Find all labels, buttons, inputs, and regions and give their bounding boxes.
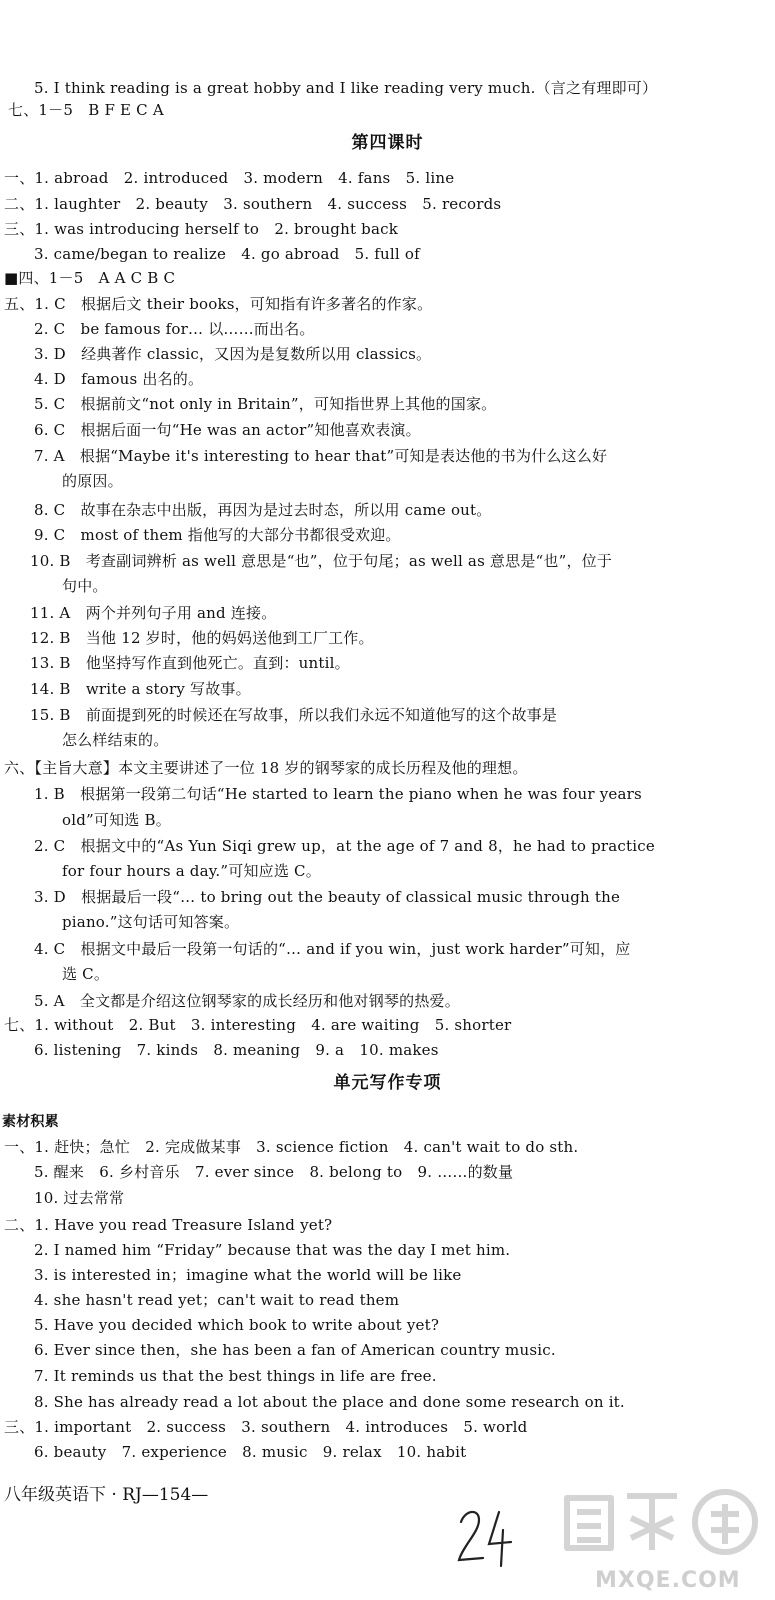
answer-line: 三、1. was introducing herself to 2. brought back (4, 220, 399, 238)
answer-line: 4. C 根据文中最后一段第一句话的“… and if you win，just work harder”可知，应 (34, 940, 631, 958)
answer-line: piano.”这句话可知答案。 (62, 913, 240, 931)
answer-line: 句中。 (62, 577, 108, 595)
answer-line: 8. She has already read a lot about the place and done some research on it. (34, 1393, 625, 1411)
answer-line: 12. B 当他 12 岁时，他的妈妈送他到工厂工作。 (30, 629, 374, 647)
answer-line: 3. came/began to realize 4. go abroad 5. full of (34, 245, 420, 263)
answer-line: 2. C be famous for… 以……而出名。 (34, 320, 315, 338)
answer-line: 6. listening 7. kinds 8. meaning 9. a 10. makes (34, 1041, 439, 1059)
answer-line: 一、1. 赶快；急忙 2. 完成做某事 3. science fiction 4. can't wait to do sth. (4, 1138, 579, 1156)
answer-line: 2. I named him “Friday” because that was the day I met him. (34, 1241, 511, 1259)
answer-line: 13. B 他坚持写作直到他死亡。直到：until。 (30, 654, 350, 672)
answer-line: 4. D famous 出名的。 (34, 370, 204, 388)
answer-line: 六、【主旨大意】本文主要讲述了一位 18 岁的钢琴家的成长历程及他的理想。 (4, 759, 528, 777)
answer-line: 1. B 根据第一段第二句话“He started to learn the piano when he was four years (34, 785, 642, 803)
heading-material-accumulation: 素材积累 (2, 1114, 59, 1130)
answer-line: 七、1. without 2. But 3. interesting 4. are waiting 5. shorter (4, 1016, 512, 1034)
answer-line: 6. Ever since then，she has been a fan of American country music. (34, 1341, 556, 1359)
heading-unit-writing: 单元写作专项 (333, 1073, 442, 1093)
answer-line: 七、1－5 B F E C A (8, 101, 164, 119)
handwritten-page-number (455, 1500, 515, 1570)
answer-line: 5. A 全文都是介绍这位钢琴家的成长经历和他对钢琴的热爱。 (34, 992, 460, 1010)
answer-line: 10. 过去常常 (34, 1189, 125, 1207)
answer-line: 5. C 根据前文“not only in Britain”，可知指世界上其他的国家。 (34, 395, 497, 413)
answer-line: 的原因。 (62, 472, 123, 490)
answer-line: 6. beauty 7. experience 8. music 9. relax 10. habit (34, 1443, 467, 1461)
answer-line: 11. A 两个并列句子用 and 连接。 (30, 604, 277, 622)
answer-line: 选 C。 (62, 965, 110, 983)
answer-line: 5. 醒来 6. 乡村音乐 7. ever since 8. belong to 9. ……的数量 (34, 1163, 514, 1181)
answer-line: 10. B 考查副词辨析 as well 意思是“也”，位于句尾；as well as 意思是“也”，位于 (30, 552, 613, 570)
page-footer: 八年级英语下 · RJ—154— (4, 1485, 209, 1505)
answer-line: 7. A 根据“Maybe it's interesting to hear that”可知是表达他的书为什么这么好 (34, 447, 608, 465)
heading-lesson-4: 第四课时 (351, 133, 424, 153)
answer-line: 二、1. Have you read Treasure Island yet? (4, 1216, 333, 1234)
answer-line: old”可知选 B。 (62, 811, 171, 829)
answer-line: 14. B write a story 写故事。 (30, 680, 251, 698)
answer-line: 5. Have you decided which book to write about yet? (34, 1316, 440, 1334)
answer-line: 7. It reminds us that the best things in life are free. (34, 1367, 437, 1385)
answer-line: 二、1. laughter 2. beauty 3. southern 4. success 5. records (4, 195, 502, 213)
answer-line: 三、1. important 2. success 3. southern 4. introduces 5. world (4, 1418, 528, 1436)
answer-line: 3. is interested in；imagine what the world will be like (34, 1266, 462, 1284)
answer-line: 6. C 根据后面一句“He was an actor”知他喜欢表演。 (34, 421, 421, 439)
answer-line: 5. I think reading is a great hobby and I like reading very much.（言之有理即可） (34, 79, 658, 97)
answer-line: 4. she hasn't read yet；can't wait to read them (34, 1291, 400, 1309)
answer-line: 9. C most of them 指他写的大部分书都很受欢迎。 (34, 526, 401, 544)
answer-line: for four hours a day.”可知应选 C。 (62, 862, 321, 880)
watermark-text: MXQE.COM (595, 1568, 741, 1593)
answer-line: 3. D 经典著作 classic，又因为是复数所以用 classics。 (34, 345, 432, 363)
answer-line: 3. D 根据最后一段“… to bring out the beauty of classical music through the (34, 888, 621, 906)
answer-line: 8. C 故事在杂志中出版，再因为是过去时态，所以用 came out。 (34, 501, 492, 519)
answer-line: 五、1. C 根据后文 their books，可知指有许多著名的作家。 (4, 295, 433, 313)
answer-line: ■四、1－5 A A C B C (4, 269, 176, 287)
answer-line: 2. C 根据文中的“As Yun Siqi grew up，at the age of 7 and 8，he had to practice (34, 837, 655, 855)
answer-line: 怎么样结束的。 (62, 731, 169, 749)
answer-line: 一、1. abroad 2. introduced 3. modern 4. fans 5. line (4, 169, 455, 187)
watermark-logo (555, 1478, 770, 1598)
answer-line: 15. B 前面提到死的时候还在写故事，所以我们永远不知道他写的这个故事是 (30, 706, 558, 724)
